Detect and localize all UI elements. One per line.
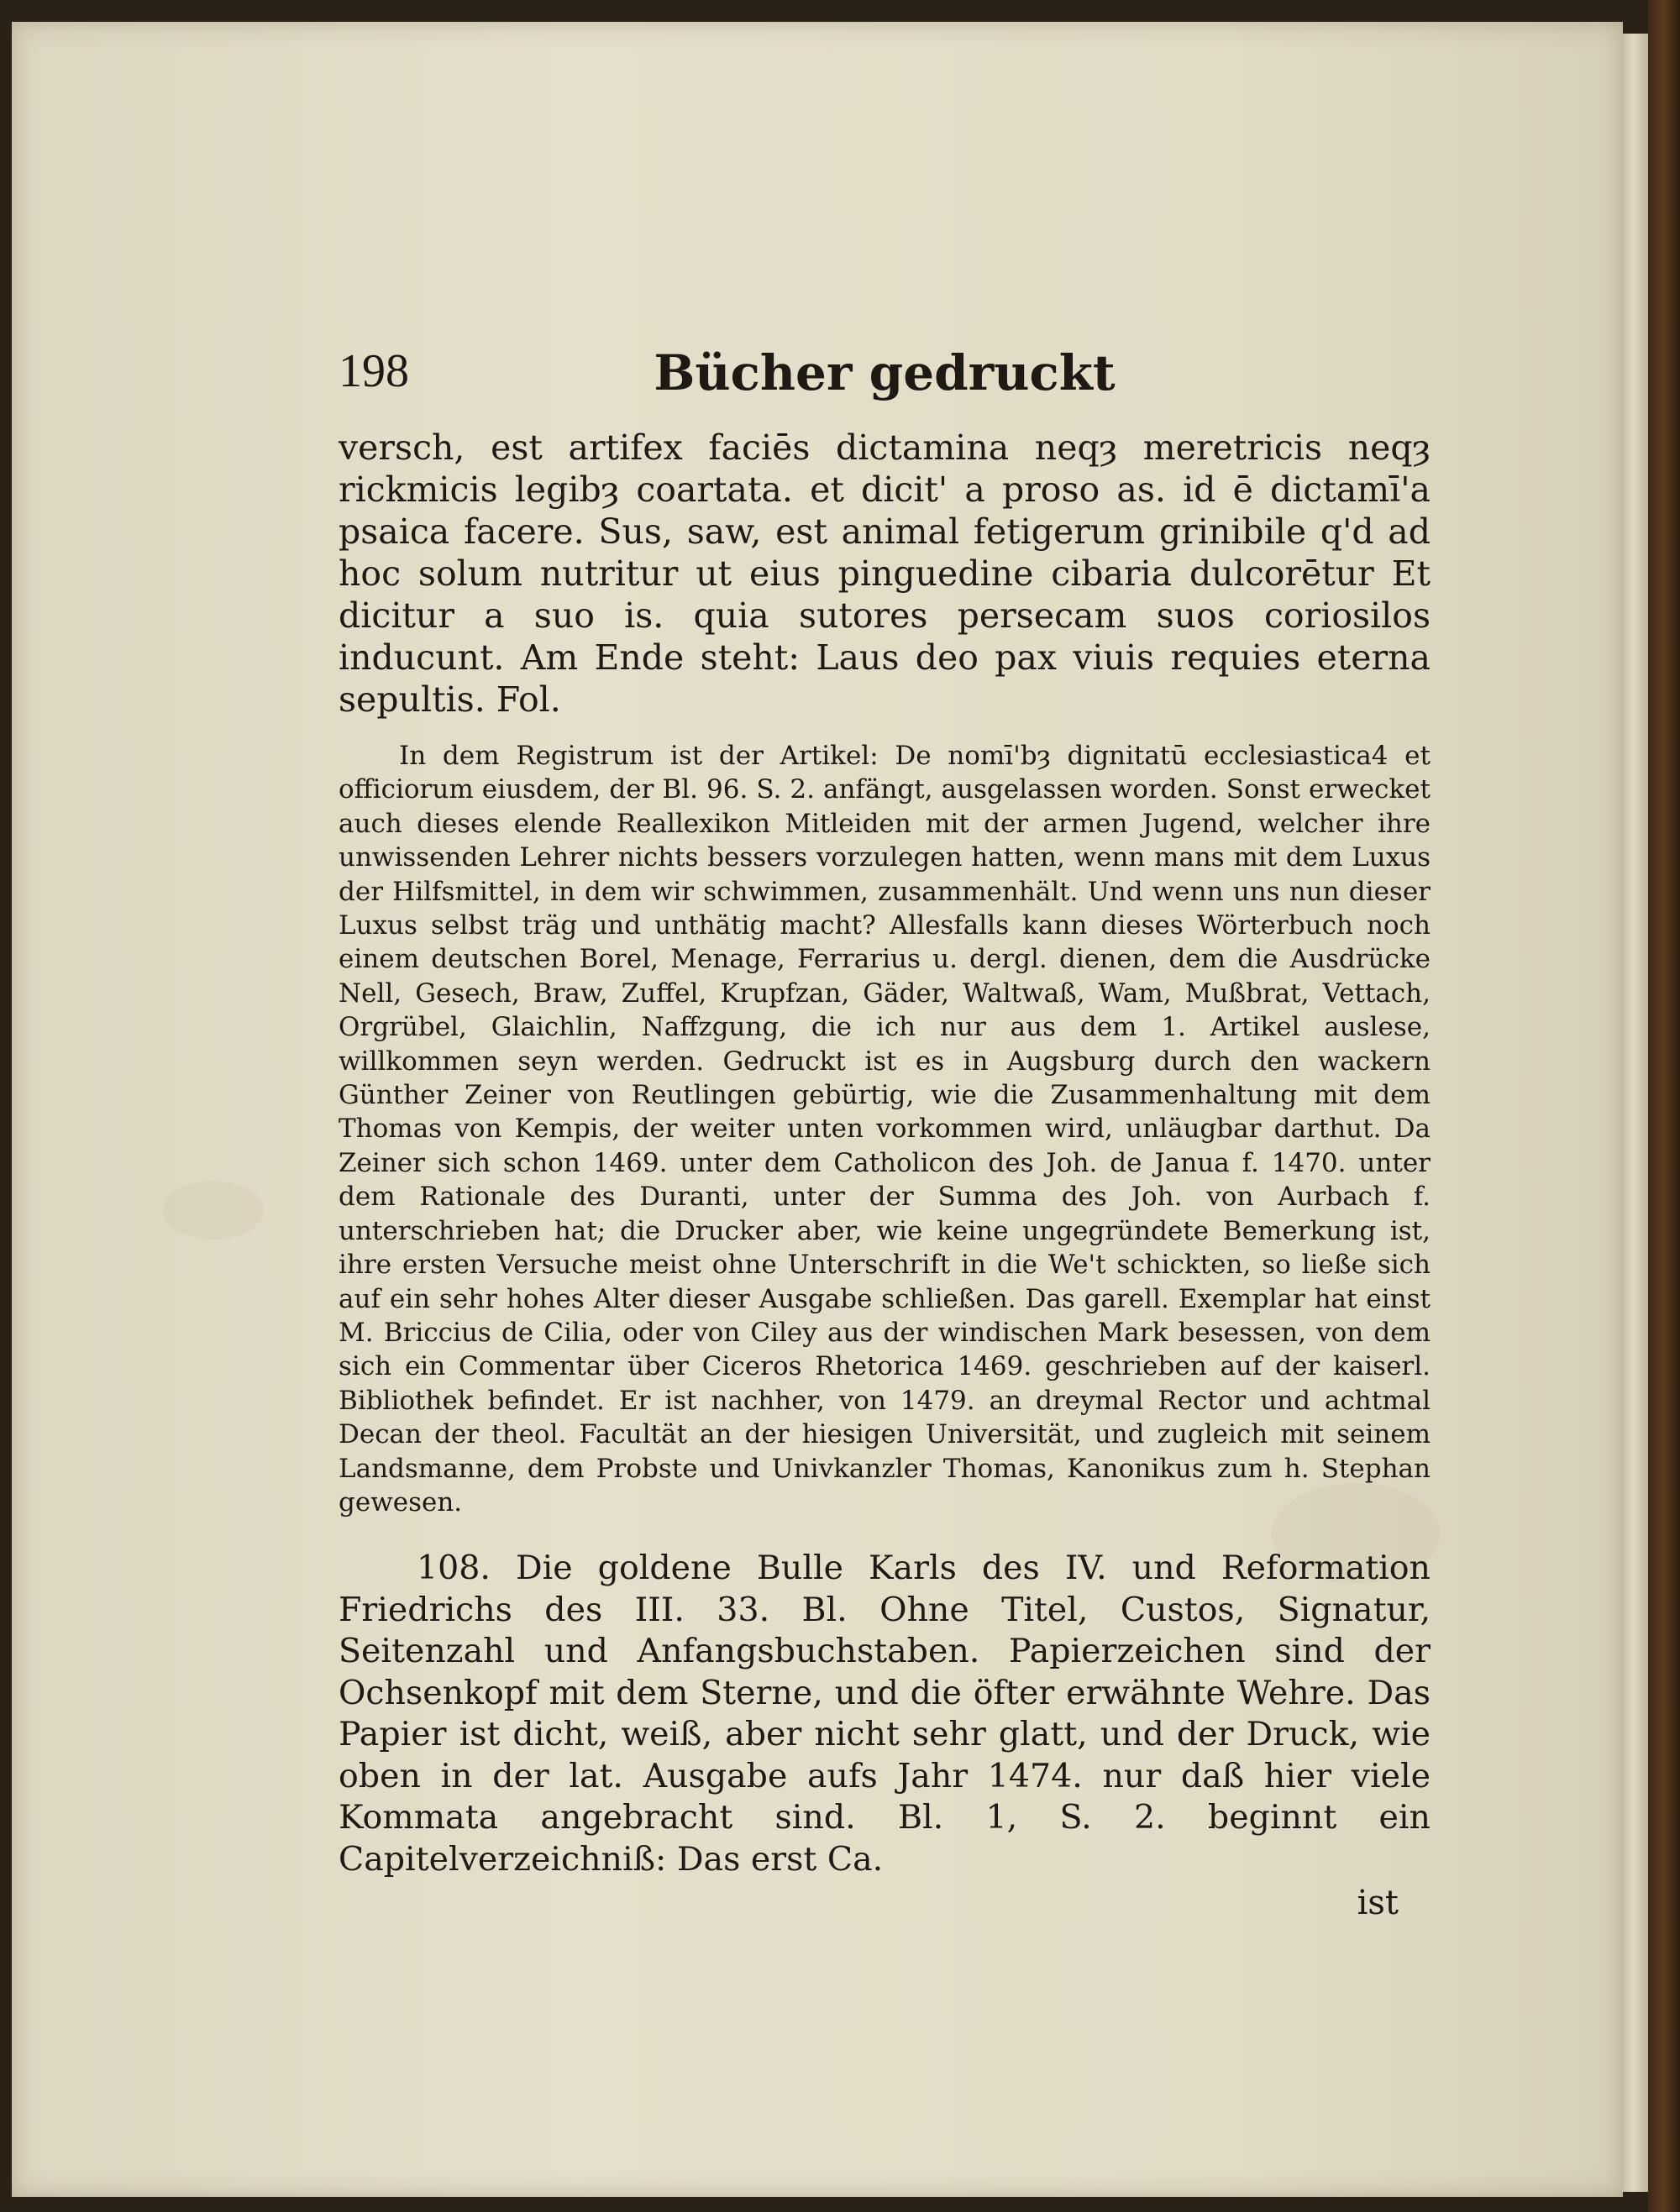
page-number: 198 — [339, 345, 409, 397]
paragraph-entry-108: 108. Die goldene Bulle Karls des IV. und Reformation Friedrichs des III. 33. Bl. Ohne Titel, Custos, Signatur, Seitenzahl und Anfangsbuchstaben. Papierzeichen sind der Ochsenkopf mit dem Sterne, und die öfter erwähnte Wehre. Das Papier ist dicht, weiß, aber nicht sehr glatt, und der Druck, wie oben in der lat. Ausgabe aufs Jahr 1474. nur daß hier viele Kommata angebracht sind. Bl. 1, S. 2. beginnt ein Capitelverzeichniß: Das erst Ca. — [339, 1549, 1431, 1879]
page-header — [339, 344, 1431, 411]
paragraph-latin-excerpt: versch, est artifex faciēs dictamina neqȝ meretricis neqȝ rickmicis legibȝ coartata. et dicit' a proso as. id ē dictamī'a psaica facere. Sus, saw, est animal fetigerum grinibile q'd ad hoc solum nutritur ut eius pinguedine cibaria dulcorētur Et dicitur a suo is. quia sutores persecam suos coriosilos inducunt. Am Ende steht: Laus deo pax viuis requies eterna sepultis. Fol. — [339, 427, 1431, 720]
running-head: Bücher gedruckt — [654, 344, 1116, 401]
book-spine — [1648, 0, 1680, 2212]
paper-stain — [163, 1181, 264, 1240]
paragraph-commentary: In dem Registrum ist der Artikel: De nomī'bȝ dignitatū ecclesiastica4 et officiorum eiusdem, der Bl. 96. S. 2. anfängt, ausgelassen worden. Sonst erwecket auch dieses elende Reallexikon Mitleiden mit der armen Jugend, welcher ihre unwissenden Lehrer nichts bessers vorzulegen hatten, wenn mans mit dem Luxus der Hilfsmittel, in dem wir schwimmen, zusammenhält. Und wenn uns nun dieser Luxus selbst träg und unthätig macht? Allesfalls kann dieses Wörterbuch noch einem deutschen Borel, Menage, Ferrarius u. dergl. dienen, dem die Ausdrücke Nell, Gesech, Braw, Zuffel, Krupfzan, Gäder, Waltwaß, Wam, Mußbrat, Vettach, Orgrübel, Glaichlin, Naffzgung, die ich nur aus dem 1. Artikel auslese, willkommen seyn werden. Gedruckt ist es in Augsburg durch den wackern Günther Zeiner von Reutlingen gebürtig, wie die Zusammenhaltung mit dem Thomas von Kempis, der weiter unten vorkommen wird, unläugbar darthut. Da Zeiner sich schon 1469. unter dem Catholicon des Joh. de Janua f. 1470. unter dem Rationale des Duranti, unter der Summa des Joh. von Aurbach f. unterschrieben hat; die Drucker aber, wie keine ungegründete Bemerkung ist, ihre ersten Versuche meist ohne Unterschrift in die We't schickten, so ließe sich auf ein sehr hohes Alter dieser Ausgabe schließen. Das garell. Exemplar hat einst M. Briccius de Cilia, oder von Ciley aus der windischen Mark besessen, von dem sich ein Commentar über Ciceros Rhetorica 1469. geschrieben auf der kaiserl. Bibliothek befindet. Er ist nachher, von 1479. an dreymal Rector und achtmal Decan der theol. Facultät an der hiesigen Universität, und zugleich mit seinem Landsmanne, dem Probste und Univkanzler Thomas, Kanonikus zum h. Stephan gewesen. — [339, 741, 1431, 1517]
page-edge — [1623, 34, 1648, 2192]
catchword: ist — [1357, 1884, 1399, 1923]
page-text — [339, 344, 1431, 1924]
